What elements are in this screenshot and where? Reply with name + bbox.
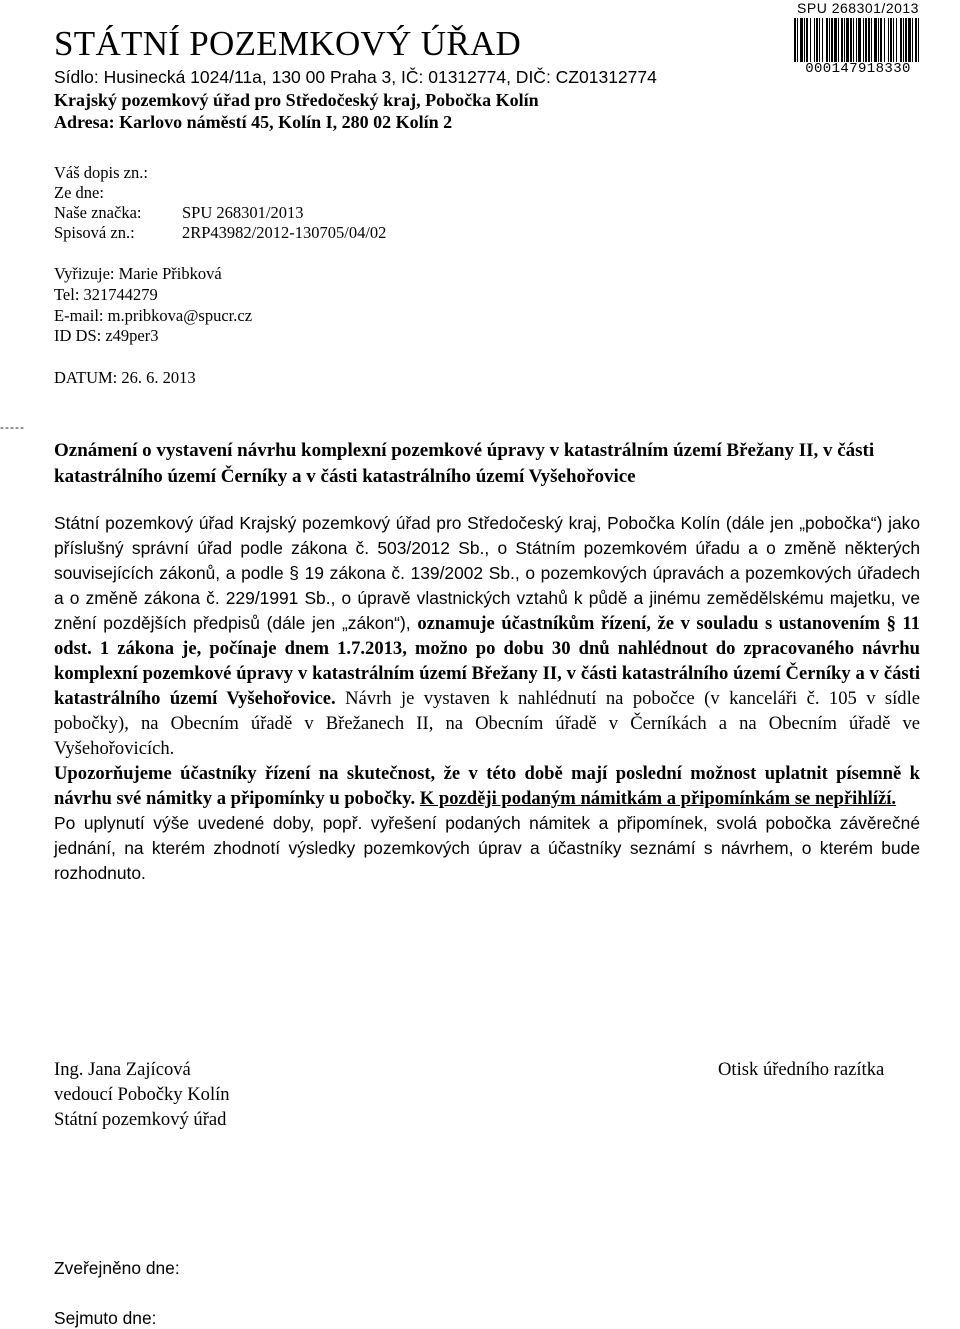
our-ref-value: SPU 268301/2013	[182, 203, 304, 222]
date-label: Ze dne:	[54, 183, 104, 202]
signatory-name: Ing. Jana Zajícová	[54, 1059, 191, 1080]
published-date-label: Zveřejněno dne:	[54, 1258, 180, 1278]
fold-mark: -----	[0, 420, 25, 434]
data-box-id: ID DS: z49per3	[54, 326, 159, 345]
removed-date-label: Sejmuto dne:	[54, 1308, 157, 1328]
your-ref-label: Váš dopis zn.:	[54, 163, 148, 182]
email: E-mail: m.pribkova@spucr.cz	[54, 306, 253, 325]
file-ref-label: Spisová zn.:	[54, 223, 135, 242]
signature-block	[54, 1057, 230, 1132]
paragraph-3: Po uplynutí výše uvedené doby, popř. vyřešení podaných námitek a připomínek, svolá pobočka závěrečné jednání, na kterém zhodnotí výsledky pozemkových úprav a účastníky seznámí s návrhem, o kterém bude rozhodnuto.	[54, 813, 920, 883]
document-date: DATUM: 26. 6. 2013	[54, 368, 196, 387]
paragraph-2-warning: Upozorňujeme účastníky řízení na skutečnost, že v této době mají poslední možnost uplatnit písemně k návrhu své námitky a připomínky u pobočky.	[54, 763, 920, 809]
paragraph-1-intro: Státní pozemkový úřad Krajský pozemkový úřad pro Středočeský kraj, Pobočka Kolín (dále jen „pobočka“) jako příslušný správní úřad podle zákona č. 503/2012 Sb., o Státním pozemkovém úřadu a o změně některých souvisejících zákonů, a podle § 19 zákona č. 139/2002 Sb., o pozemkových úpravách a pozemkových úřadech a o změně zákona č. 229/1991 Sb., o úpravě vlastnických vztahů k půdě a jinému zemědělskému majetku, ve znění pozdějších předpisů (dále jen „zákon“),	[54, 513, 920, 633]
branch-line: Krajský pozemkový úřad pro Středočeský kraj, Pobočka Kolín	[54, 90, 539, 110]
barcode-block	[788, 0, 928, 77]
address-line: Adresa: Karlovo náměstí 45, Kolín I, 280 02 Kolín 2	[54, 112, 453, 132]
signatory-organization: Státní pozemkový úřad	[54, 1109, 227, 1130]
notice-body	[54, 511, 920, 886]
stamp-label: Otisk úředního razítka	[718, 1059, 885, 1080]
seat-line: Sídlo: Husinecká 1024/11a, 130 00 Praha 3, IČ: 01312774, DIČ: CZ01312774	[54, 67, 657, 87]
telephone: Tel: 321744279	[54, 285, 158, 304]
file-ref-value: 2RP43982/2012-130705/04/02	[182, 223, 387, 242]
barcode-icon	[794, 18, 922, 62]
paragraph-2-deadline: K později podaným námitkám a připomínkám se nepřihlíží.	[419, 788, 897, 809]
our-ref-label: Naše značka:	[54, 203, 142, 222]
paragraph-1-locations: Návrh je vystaven k nahlédnutí na pobočce (v kanceláři č. 105 v sídle pobočky), na Obecním úřadě v Břežanech II, na Obecním úřadě v Černíkách a na Obecním úřadě ve Vyšehořovicích.	[54, 688, 921, 759]
barcode-reference: SPU 268301/2013	[797, 0, 919, 16]
organization-title: STÁTNÍ POZEMKOVÝ ÚŘAD	[54, 24, 522, 63]
paragraph-1	[54, 511, 920, 761]
handler: Vyřizuje: Marie Přibková	[54, 264, 222, 283]
paragraph-1-announcement: oznamuje účastníkům řízení, že v souladu s ustanovením § 11 odst. 1 zákona je, počínaje dnem 1.7.2013, možno po dobu 30 dnů nahlédnout do zpracovaného návrhu komplexní pozemkové úpravy v katastrálním území Břežany II, v části katastrálního území Černíky a v části katastrálního území Vyšehořovice.	[54, 613, 921, 709]
signatory-role: vedoucí Pobočky Kolín	[54, 1084, 230, 1105]
paragraph-2	[54, 761, 920, 811]
notice-heading: Oznámení o vystavení návrhu komplexní pozemkové úpravy v katastrálním území Břežany II, v části katastrálního území Černíky a v části katastrálního území Vyšehořovice	[54, 440, 875, 487]
barcode-number: 000147918330	[805, 61, 911, 77]
